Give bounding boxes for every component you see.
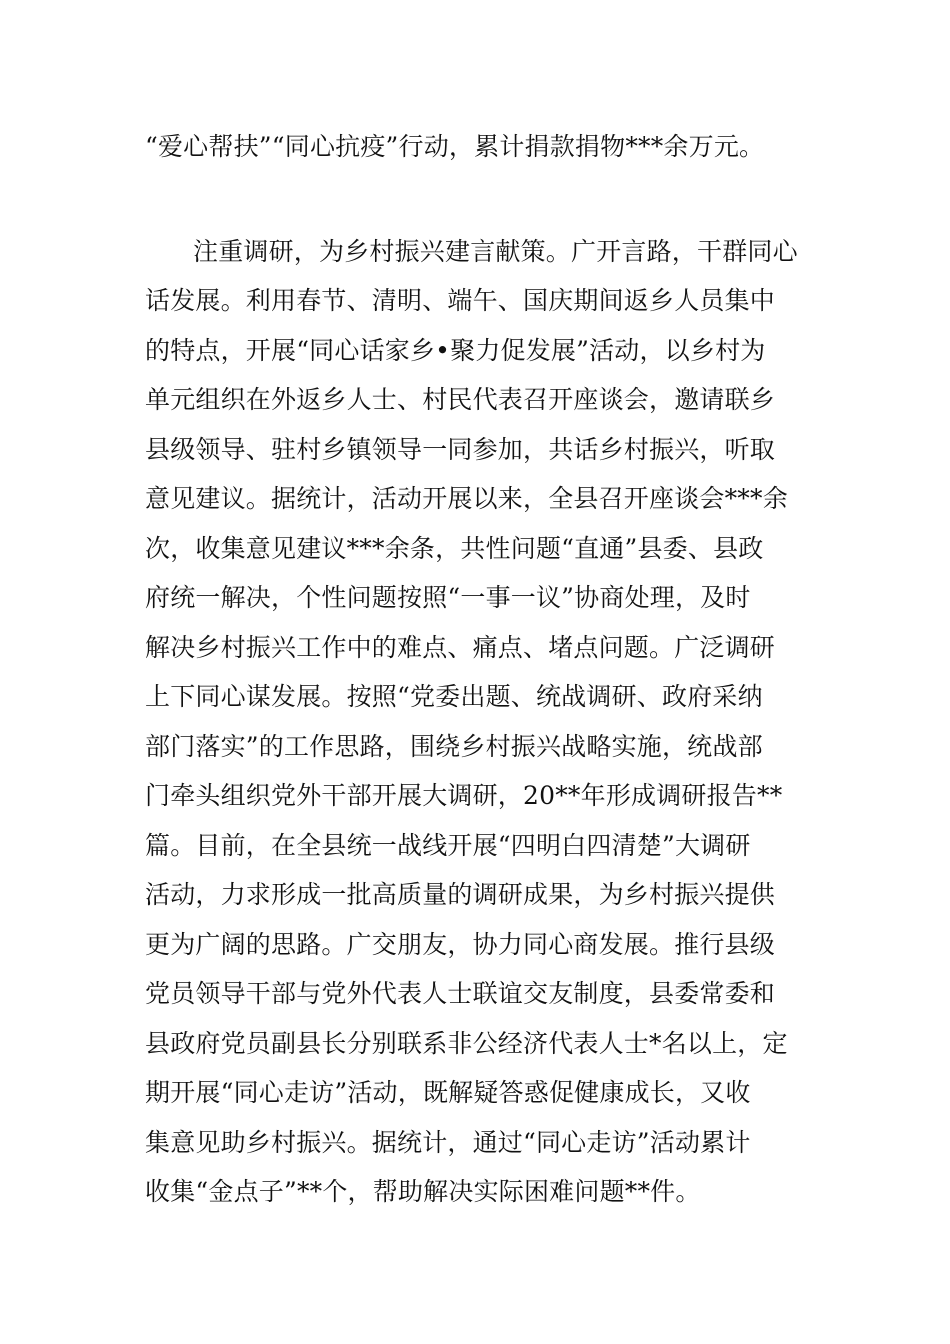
paragraph-line: 县级领导、驻村乡镇领导一同参加，共话乡村振兴，听取	[145, 435, 776, 464]
paragraph-line: 收集“金点子”**个，帮助解决实际困难问题**件。	[145, 1177, 701, 1206]
paragraph-line: 次，收集意见建议***余条，共性问题“直通”县委、县政	[145, 534, 764, 563]
paragraph-line: 集意见助乡村振兴。据统计，通过“同心走访”活动累计	[145, 1128, 751, 1157]
paragraph-line: 党员领导干部与党外代表人士联谊交友制度，县委常委和	[145, 979, 776, 1008]
paragraph-line: 话发展。利用春节、清明、端午、国庆期间返乡人员集中	[145, 286, 776, 315]
paragraph-line: 上下同心谋发展。按照“党委出题、统战调研、政府采纳	[145, 682, 763, 711]
paragraph-line: 门牵头组织党外干部开展大调研，20**年形成调研报告**	[145, 781, 783, 810]
continuation-line: “爱心帮扶”“同心抗疫”行动，累计捐款捐物***余万元。	[145, 132, 765, 161]
paragraph-line: 期开展“同心走访”活动，既解疑答惑促健康成长，又收	[145, 1078, 751, 1107]
paragraph-line: 意见建议。据统计，活动开展以来，全县召开座谈会***余	[145, 484, 788, 513]
paragraph-line: 府统一解决，个性问题按照“一事一议”协商处理，及时	[145, 583, 751, 612]
paragraph-line: 解决乡村振兴工作中的难点、痛点、堵点问题。广泛调研	[145, 633, 776, 662]
paragraph-line: 注重调研，为乡村振兴建言献策。广开言路，干群同心	[193, 237, 798, 266]
paragraph-line: 篇。目前，在全县统一战线开展“四明白四清楚”大调研	[145, 831, 751, 860]
paragraph-line: 活动，力求形成一批高质量的调研成果，为乡村振兴提供	[145, 880, 776, 909]
paragraph-line: 的特点，开展“同心话家乡•聚力促发展”活动，以乡村为	[145, 336, 766, 365]
paragraph-line: 部门落实”的工作思路，围绕乡村振兴战略实施，统战部	[145, 732, 763, 761]
paragraph-line: 更为广阔的思路。广交朋友，协力同心商发展。推行县级	[145, 930, 776, 959]
paragraph-line: 县政府党员副县长分别联系非公经济代表人士*名以上，定	[145, 1029, 788, 1058]
paragraph-line: 单元组织在外返乡人士、村民代表召开座谈会，邀请联乡	[145, 385, 776, 414]
